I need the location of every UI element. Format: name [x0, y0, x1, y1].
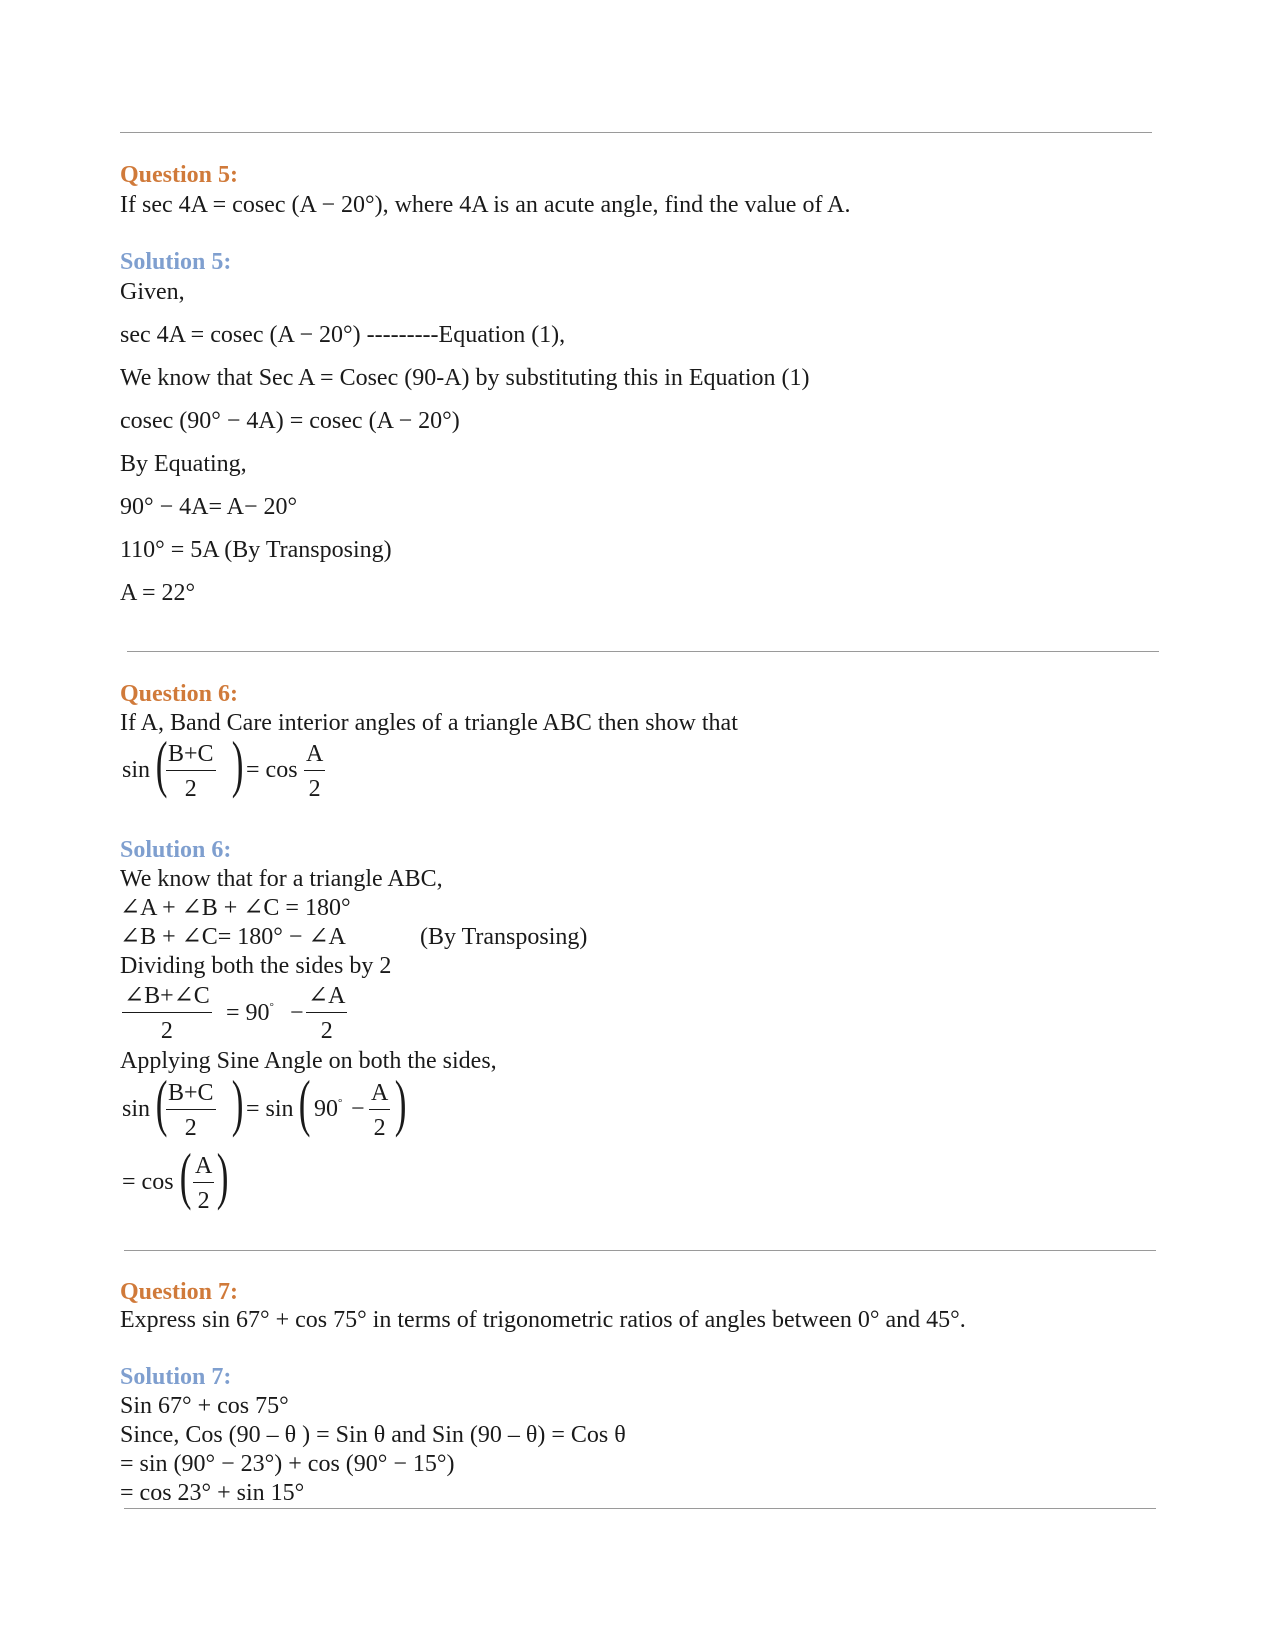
equals-cos: = cos	[122, 1169, 174, 1195]
question-6-label: Question 6:	[120, 681, 239, 707]
solution-7-line: Since, Cos (90 – θ ) = Sin θ and Sin (90 – θ) = Cos θ	[120, 1422, 626, 1448]
question-6-text: If A, Band Care interior angles of a triangle ABC then show that	[120, 710, 738, 736]
divider-q7	[124, 1250, 1156, 1251]
solution-5-line: By Equating,	[120, 451, 247, 477]
equals-sin: = sin	[246, 1096, 294, 1122]
denominator: 2	[308, 776, 321, 802]
denominator: 2	[320, 1018, 333, 1044]
solution-6-line: Applying Sine Angle on both the sides,	[120, 1048, 497, 1074]
numerator: A	[193, 1154, 214, 1183]
solution-5-line: We know that Sec A = Cosec (90-A) by substituting this in Equation (1)	[120, 365, 810, 391]
solution-6-line: ∠A + ∠B + ∠C = 180°	[120, 895, 351, 921]
solution-7-line: = sin (90° − 23°) + cos (90° − 15°)	[120, 1451, 455, 1477]
denominator: 2	[373, 1115, 386, 1141]
solution-6-line: ∠B + ∠C= 180° − ∠A	[120, 924, 346, 950]
solution-5-line: Given,	[120, 279, 185, 305]
solution-5-line: A = 22°	[120, 580, 196, 606]
right-paren: )	[216, 1140, 229, 1211]
fraction	[306, 984, 347, 1043]
minus-sign: −	[290, 1000, 304, 1026]
solution-5-line: 90° − 4A= A− 20°	[120, 494, 298, 520]
by-transposing-note: (By Transposing)	[420, 924, 588, 950]
divider-q6	[127, 651, 1159, 652]
numerator: B+C	[166, 742, 216, 771]
solution-7-line: Sin 67° + cos 75°	[120, 1393, 289, 1419]
solution-5-line: sec 4A = cosec (A − 20°) ---------Equation (1),	[120, 322, 566, 348]
left-paren: (	[155, 728, 168, 799]
numerator: ∠B+∠C	[122, 984, 212, 1013]
fraction	[369, 1081, 390, 1140]
equals-ninety-text: = 90	[226, 1000, 270, 1026]
left-paren: (	[298, 1067, 311, 1138]
solution-5-line: cosec (90° − 4A) = cosec (A − 20°)	[120, 408, 460, 434]
denominator: 2	[197, 1188, 210, 1214]
numerator: A	[369, 1081, 390, 1110]
minus-sign: −	[351, 1096, 365, 1122]
fraction	[122, 984, 212, 1043]
degree-sign: °	[269, 1001, 274, 1013]
solution-7-line: = cos 23° + sin 15°	[120, 1480, 305, 1506]
denominator: 2	[184, 776, 197, 802]
ninety-text: 90	[314, 1096, 338, 1122]
divider-bottom	[124, 1508, 1156, 1509]
solution-5-label: Solution 5:	[120, 249, 232, 275]
ninety-degrees	[314, 1097, 342, 1121]
denominator: 2	[160, 1018, 173, 1044]
left-paren: (	[155, 1067, 168, 1138]
right-paren: )	[394, 1067, 407, 1138]
fraction	[166, 1081, 216, 1140]
right-paren: )	[231, 728, 244, 799]
fraction	[193, 1154, 214, 1213]
sin-text: sin	[122, 757, 151, 783]
solution-6-line: We know that for a triangle ABC,	[120, 866, 443, 892]
divider-top	[120, 132, 1152, 133]
question-7-text: Express sin 67° + cos 75° in terms of trigonometric ratios of angles between 0° and 45°.	[120, 1307, 966, 1333]
right-paren: )	[231, 1067, 244, 1138]
degree-sign: °	[338, 1097, 343, 1109]
question-7-label: Question 7:	[120, 1279, 239, 1305]
question-5-text: If sec 4A = cosec (A − 20°), where 4A is an acute angle, find the value of A.	[120, 192, 851, 218]
sin-text: sin	[122, 1096, 151, 1122]
numerator: A	[304, 742, 325, 771]
left-paren: (	[179, 1140, 192, 1211]
equals-cos: = cos	[246, 757, 298, 783]
solution-6-label: Solution 6:	[120, 837, 232, 863]
numerator: B+C	[166, 1081, 216, 1110]
solution-6-line: Dividing both the sides by 2	[120, 953, 392, 979]
solution-7-label: Solution 7:	[120, 1364, 232, 1390]
fraction	[304, 742, 325, 801]
numerator: ∠A	[306, 984, 347, 1013]
question-5-label: Question 5:	[120, 162, 239, 188]
equals-ninety	[226, 1001, 274, 1025]
fraction	[166, 742, 216, 801]
denominator: 2	[184, 1115, 197, 1141]
solution-5-line: 110° = 5A (By Transposing)	[120, 537, 392, 563]
